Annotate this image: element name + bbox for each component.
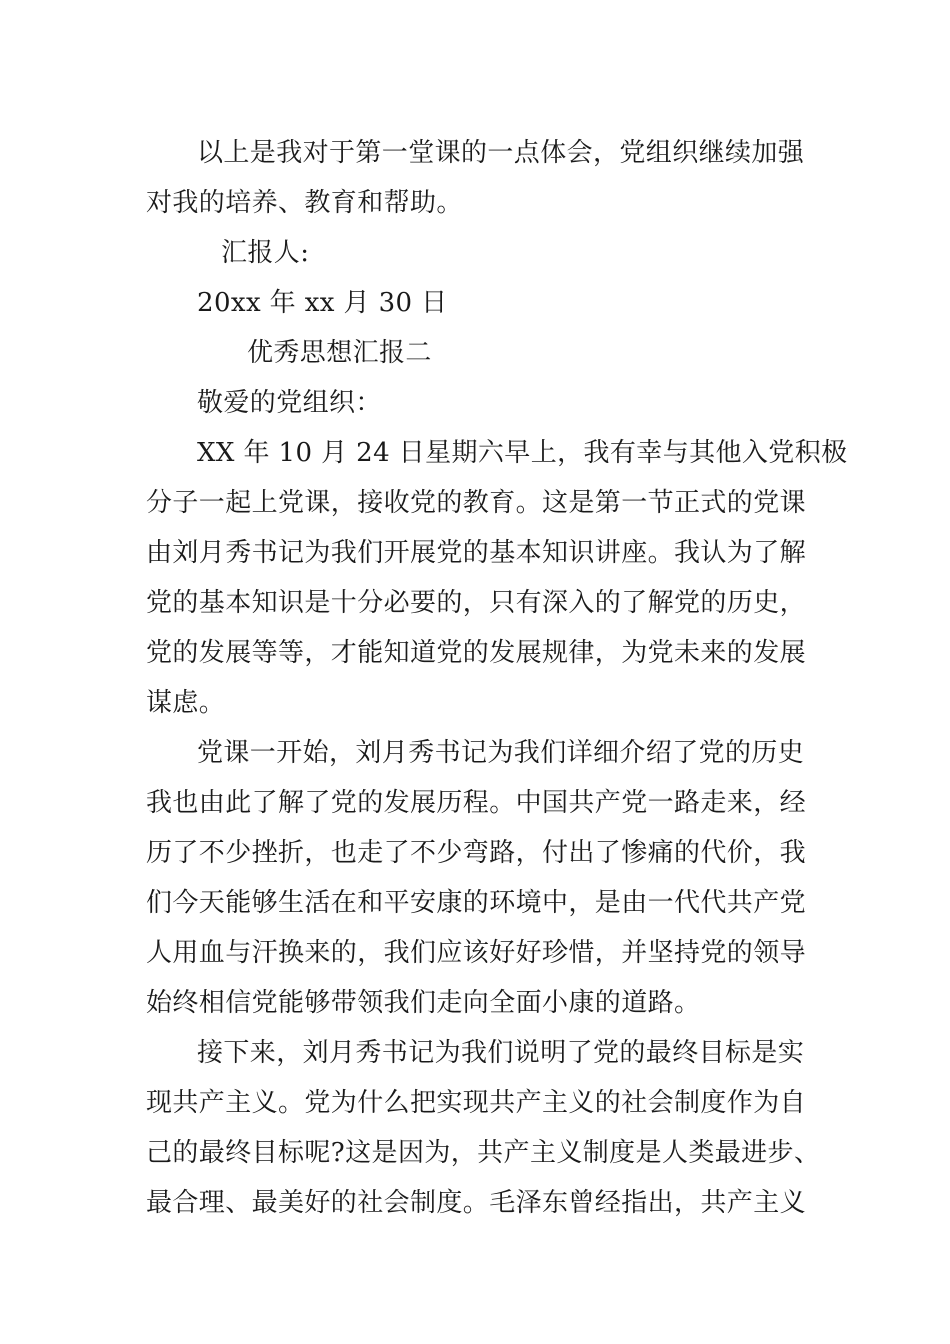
paragraph-3-line-4: 最合理、最美好的社会制度。毛泽东曾经指出，共产主义	[146, 1188, 807, 1218]
paragraph-2-line-6: 始终相信党能够带领我们走向全面小康的道路。	[146, 988, 701, 1018]
reporter-label: 汇报人:	[221, 238, 310, 268]
paragraph-2-line-1: 党课一开始，刘月秀书记为我们详细介绍了党的历史	[197, 738, 805, 768]
paragraph-1-line-5: 党的发展等等，才能知道党的发展规律，为党未来的发展	[146, 638, 807, 668]
paragraph-1-line-3: 由刘月秀书记为我们开展党的基本知识讲座。我认为了解	[146, 538, 807, 568]
paragraph-2-line-5: 人用血与汗换来的，我们应该好好珍惜，并坚持党的领导	[146, 938, 807, 968]
paragraph-1-line-2: 分子一起上党课，接收党的教育。这是第一节正式的党课	[146, 488, 807, 518]
report-date: 20xx 年 xx 月 30 日	[197, 288, 448, 318]
paragraph-2-line-4: 们今天能够生活在和平安康的环境中，是由一代代共产党	[146, 888, 807, 918]
closing-line-1: 以上是我对于第一堂课的一点体会，党组织继续加强	[197, 138, 805, 168]
paragraph-3-line-2: 现共产主义。党为什么把实现共产主义的社会制度作为自	[146, 1088, 807, 1118]
paragraph-2-line-2: 我也由此了解了党的发展历程。中国共产党一路走来，经	[146, 788, 807, 818]
paragraph-1-line-6: 谋虑。	[146, 688, 226, 718]
closing-line-2: 对我的培养、教育和帮助。	[146, 188, 463, 218]
salutation: 敬爱的党组织：	[197, 388, 382, 418]
paragraph-3-line-3: 己的最终目标呢?这是因为，共产主义制度是人类最进步、	[146, 1138, 821, 1168]
section-title: 优秀思想汇报二	[247, 338, 432, 368]
paragraph-1-line-4: 党的基本知识是十分必要的，只有深入的了解党的历史，	[146, 588, 807, 618]
paragraph-2-line-3: 历了不少挫折，也走了不少弯路，付出了惨痛的代价，我	[146, 838, 807, 868]
paragraph-1-line-1: XX 年 10 月 24 日星期六早上，我有幸与其他入党积极	[197, 438, 848, 468]
paragraph-3-line-1: 接下来，刘月秀书记为我们说明了党的最终目标是实	[197, 1038, 805, 1068]
